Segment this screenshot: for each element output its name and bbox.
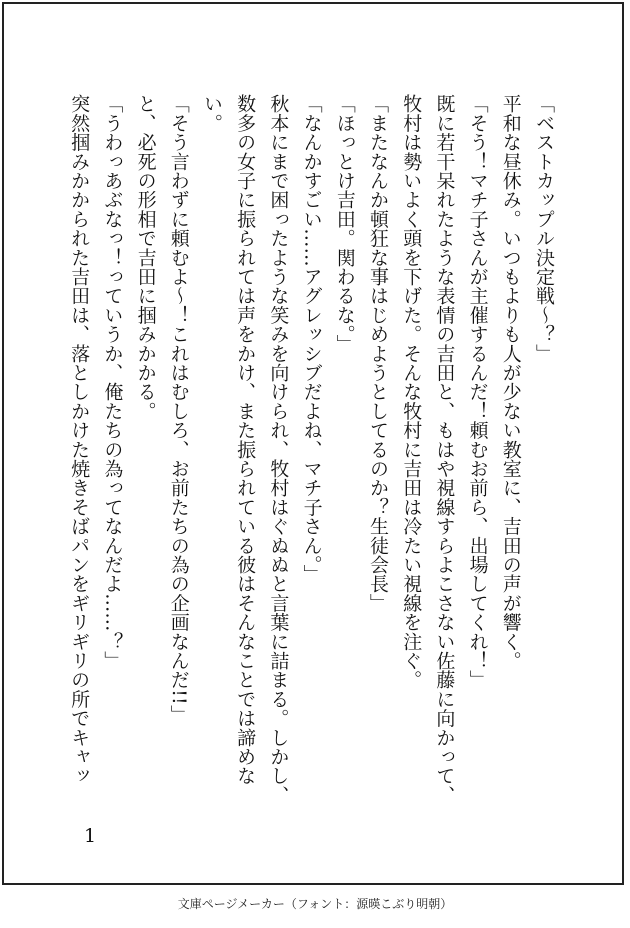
text-line: 牧村は勢いよく頭を下げた。そんな牧村に吉田は冷たい視線を注ぐ。 xyxy=(400,94,423,690)
text-line: 「そう言わずに頼むよ～！これはむしろ、お前たちの為の企画なんだ!!」 xyxy=(167,94,190,725)
text-line: 秋本にまで困ったような笑みを向けられ、牧村はぐぬぬと言葉に詰まる。しかし、 xyxy=(267,94,290,805)
text-line: 平和な昼休み。いつもよりも人が少ない教室に、吉田の声が響く。 xyxy=(499,94,522,670)
footer-caption: 文庫ページメーカー（フォント：源暎こぶり明朝） xyxy=(177,897,453,911)
text-line: 「なんかすごい……アグレッシブだよね、マチ子さん。」 xyxy=(300,94,323,584)
text-line: 突然掴みかかられた吉田は、落としかけた焼きそばパンをギリギリの所でキャッ xyxy=(68,94,91,786)
text-line: 「ほっとけ吉田。関わるな。」 xyxy=(333,94,356,354)
text-line: 数多の女子に振られては声をかけ、また振られている彼はそんなことでは諦めな xyxy=(234,94,257,786)
text-line: い。 xyxy=(200,94,223,133)
page-number: 1 xyxy=(84,825,97,847)
text-line: 「そう！マチ子さんが主催するんだ！頼むお前ら、出場してくれ！」 xyxy=(466,94,489,690)
book-page xyxy=(2,2,624,885)
text-line: 既に若干呆れたような表情の吉田と、もはや視線すらよこさない佐藤に向かって、 xyxy=(433,94,456,805)
vertical-text-body xyxy=(62,94,560,805)
text-line: 「ベストカップル決定戦～？」 xyxy=(533,94,555,363)
text-line: 「またなんか頓狂な事はじめようとしてるのか？生徒会長」 xyxy=(366,94,389,613)
text-line: 「うわっあぶなっ！っていうか、俺たちの為ってなんだよ……？」 xyxy=(101,94,124,670)
text-line: と、必死の形相で吉田に掴みかかる。 xyxy=(134,94,157,421)
